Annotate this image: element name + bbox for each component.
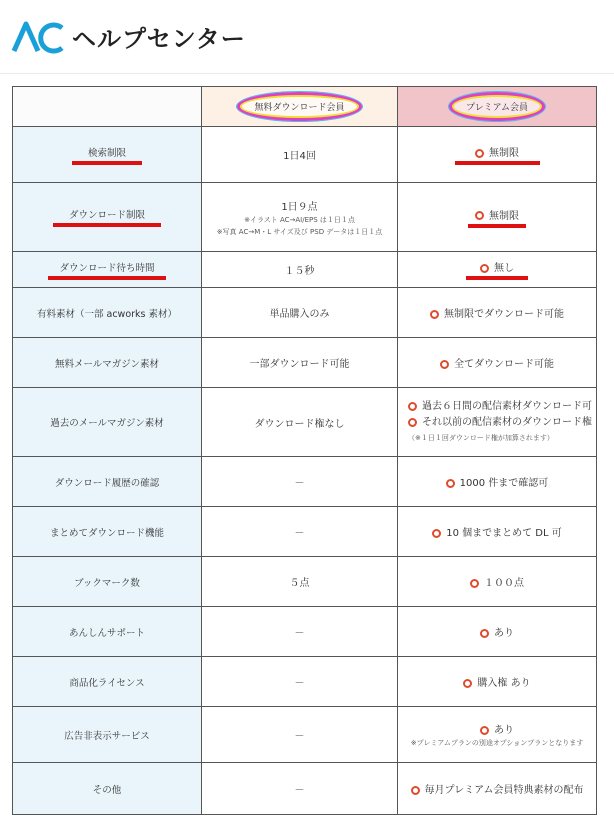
premium-cell	[398, 707, 597, 763]
free-cell	[202, 183, 398, 252]
premium-note: ※プレミアムプランの別途オプションプランとなります	[410, 739, 584, 747]
premium-cell	[398, 607, 597, 657]
free-cell: －	[202, 763, 398, 815]
free-cell: 単品購入のみ	[202, 288, 398, 338]
circle-mark-icon	[408, 418, 417, 427]
circle-mark-icon	[432, 529, 441, 538]
circle-mark-icon	[411, 786, 420, 795]
row-label: あんしんサポート	[13, 607, 202, 657]
premium-value: 無し	[494, 263, 514, 274]
circle-mark-icon	[480, 629, 489, 638]
site-header	[0, 0, 614, 74]
free-cell: 1日4回	[202, 127, 398, 183]
premium-value: 1000 件まで確認可	[459, 478, 549, 489]
free-cell: －	[202, 657, 398, 707]
header-free-member	[202, 87, 398, 127]
ac-logo-icon	[12, 20, 68, 54]
circle-mark-icon	[480, 726, 489, 735]
premium-cell	[398, 288, 597, 338]
red-underline	[48, 276, 166, 280]
free-note: ※イラスト AC→AI/EPS は１日１点	[244, 215, 355, 224]
table-row	[13, 607, 597, 657]
membership-comparison-table	[12, 86, 597, 815]
row-label-text: 検索制限	[87, 147, 126, 159]
premium-cell	[398, 657, 597, 707]
table-row	[13, 338, 597, 388]
premium-value: 無制限	[489, 148, 519, 159]
table-row	[13, 388, 597, 457]
row-label: まとめてダウンロード機能	[13, 507, 202, 557]
premium-value: 全てダウンロード可能	[454, 359, 554, 370]
circle-mark-icon	[440, 360, 449, 369]
table-row	[13, 288, 597, 338]
circle-mark-icon	[446, 479, 455, 488]
table-row	[13, 507, 597, 557]
premium-value: 購入権 あり	[477, 678, 531, 689]
row-label: 有料素材（一部 acworks 素材）	[13, 288, 202, 338]
header-blank-cell	[13, 87, 202, 127]
premium-cell	[398, 763, 597, 815]
premium-cell	[398, 507, 597, 557]
header-premium-member	[398, 87, 597, 127]
free-cell: －	[202, 457, 398, 507]
table-row	[13, 457, 597, 507]
table-row	[13, 183, 597, 252]
red-underline	[468, 224, 526, 228]
premium-value: 毎月プレミアム会員特典素材の配布	[424, 785, 584, 796]
circle-mark-icon	[408, 402, 417, 411]
free-value: 1日９点	[281, 201, 318, 213]
free-cell: －	[202, 607, 398, 657]
free-cell: ダウンロード権なし	[202, 388, 398, 457]
free-cell: １５秒	[202, 252, 398, 288]
free-cell: －	[202, 507, 398, 557]
premium-value: あり	[494, 725, 514, 736]
highlight-oval	[449, 92, 545, 121]
row-label: ダウンロード履歴の確認	[13, 457, 202, 507]
row-label: 無料メールマガジン素材	[13, 338, 202, 388]
page-title: ヘルプセンター	[72, 25, 246, 53]
premium-member-label: プレミアム会員	[465, 103, 528, 113]
free-note: ※写真 AC→M・L サイズ及び PSD データは１日１点	[216, 227, 383, 236]
premium-cell	[398, 457, 597, 507]
premium-cell	[398, 183, 597, 252]
premium-value: あり	[494, 628, 514, 639]
premium-value: 無制限	[489, 210, 519, 222]
table-row	[13, 657, 597, 707]
premium-line	[408, 415, 596, 431]
ac-logo[interactable]	[12, 20, 68, 54]
table-row	[13, 557, 597, 607]
premium-cell	[398, 127, 597, 183]
circle-mark-icon	[430, 310, 439, 319]
red-underline	[53, 223, 161, 227]
row-label-text: ダウンロード制限	[68, 210, 145, 221]
free-cell: －	[202, 707, 398, 763]
table-row	[13, 707, 597, 763]
comparison-table-wrapper	[12, 86, 596, 815]
premium-value: 無制限でダウンロード可能	[444, 309, 564, 320]
table-row	[13, 127, 597, 183]
row-label: その他	[13, 763, 202, 815]
free-cell: ５点	[202, 557, 398, 607]
row-label: 商品化ライセンス	[13, 657, 202, 707]
circle-mark-icon	[475, 149, 484, 158]
table-header-row	[13, 87, 597, 127]
premium-value: 10 個までまとめて DL 可	[446, 528, 562, 539]
row-label: ブックマーク数	[13, 557, 202, 607]
highlight-oval	[237, 92, 361, 121]
red-underline	[72, 161, 142, 165]
row-label: 広告非表示サービス	[13, 707, 202, 763]
row-label: 過去のメールマガジン素材	[13, 388, 202, 457]
premium-note: （※１日１回ダウンロード権が加算されます）	[408, 434, 554, 443]
circle-mark-icon	[475, 211, 484, 220]
circle-mark-icon	[480, 264, 489, 273]
row-label	[13, 127, 202, 183]
premium-cell	[398, 557, 597, 607]
circle-mark-icon	[470, 579, 479, 588]
premium-cell	[398, 338, 597, 388]
table-row	[13, 252, 597, 288]
free-cell: 一部ダウンロード可能	[202, 338, 398, 388]
premium-cell	[398, 388, 597, 457]
row-label	[13, 252, 202, 288]
premium-line	[408, 399, 596, 415]
row-label-text: ダウンロード待ち時間	[59, 262, 155, 274]
free-member-label: 無料ダウンロード会員	[254, 103, 345, 113]
premium-value: それ以前の配信素材のダウンロード権	[422, 417, 592, 429]
red-underline	[455, 161, 540, 165]
premium-value: １００点	[484, 578, 524, 589]
red-underline	[466, 276, 528, 280]
circle-mark-icon	[463, 679, 472, 688]
table-row	[13, 763, 597, 815]
row-label	[13, 183, 202, 252]
premium-cell	[398, 252, 597, 288]
premium-value: 過去６日間の配信素材ダウンロード可	[422, 401, 592, 413]
